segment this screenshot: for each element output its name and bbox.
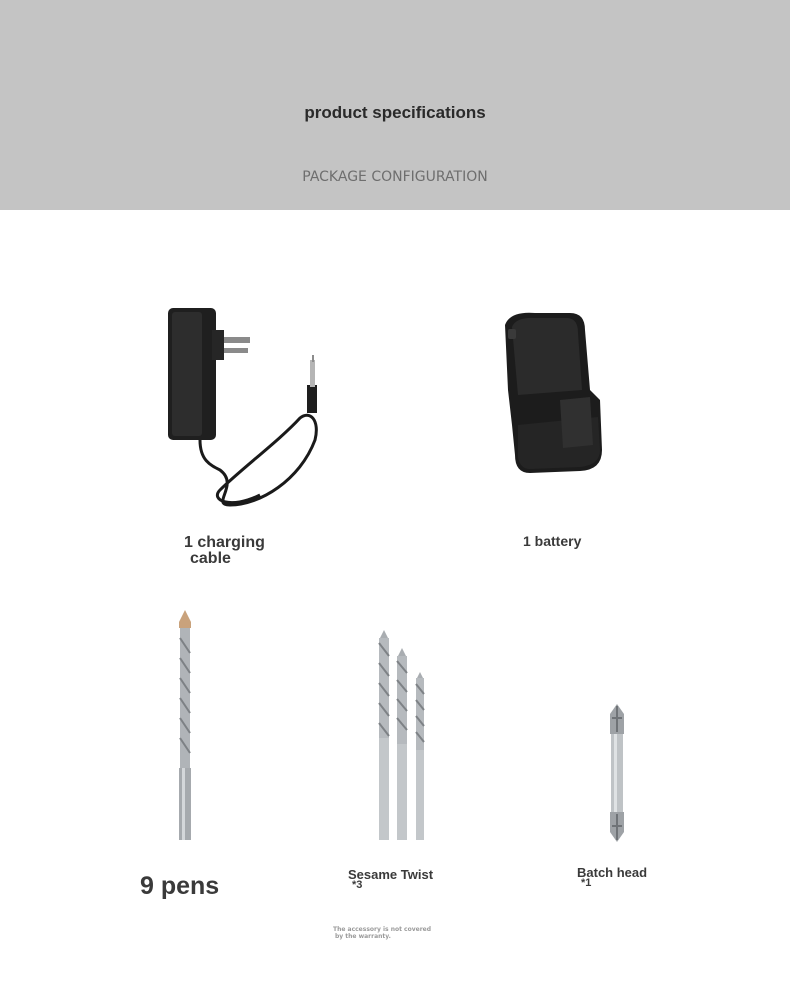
screwdriver-bit-label <box>577 866 647 888</box>
page-subtitle: PACKAGE CONFIGURATION <box>302 169 488 185</box>
header-banner <box>0 0 790 210</box>
masonry-drill-bit-label-line1: 9 pens <box>140 872 220 900</box>
twist-drill-bits-image <box>372 628 432 843</box>
battery-label <box>523 533 581 549</box>
page-title: product specifications <box>304 103 486 122</box>
masonry-drill-bit-label <box>140 872 219 901</box>
screwdriver-bit-label-line2: *1 <box>581 877 592 889</box>
battery-label-line1: 1 battery <box>523 533 582 549</box>
screwdriver-bit-image <box>602 702 632 844</box>
masonry-drill-bit-image <box>170 608 200 844</box>
twist-drill-bits-label-line1: Sesame Twist <box>348 867 434 882</box>
charger-label-line2: cable <box>190 550 231 567</box>
twist-drill-bits-label <box>348 868 433 890</box>
warranty-note-line1: The accessory is not covered <box>333 926 432 933</box>
battery-image <box>490 305 615 480</box>
charger-label-line1: 1 charging <box>184 534 265 551</box>
screwdriver-bit-label-line1: Batch head <box>577 865 648 880</box>
warranty-note-line2: by the warranty. <box>335 933 391 940</box>
charger-label <box>184 535 265 567</box>
warranty-note <box>333 926 431 940</box>
charger-image <box>160 300 330 515</box>
twist-drill-bits-label-line2: *3 <box>352 879 363 891</box>
